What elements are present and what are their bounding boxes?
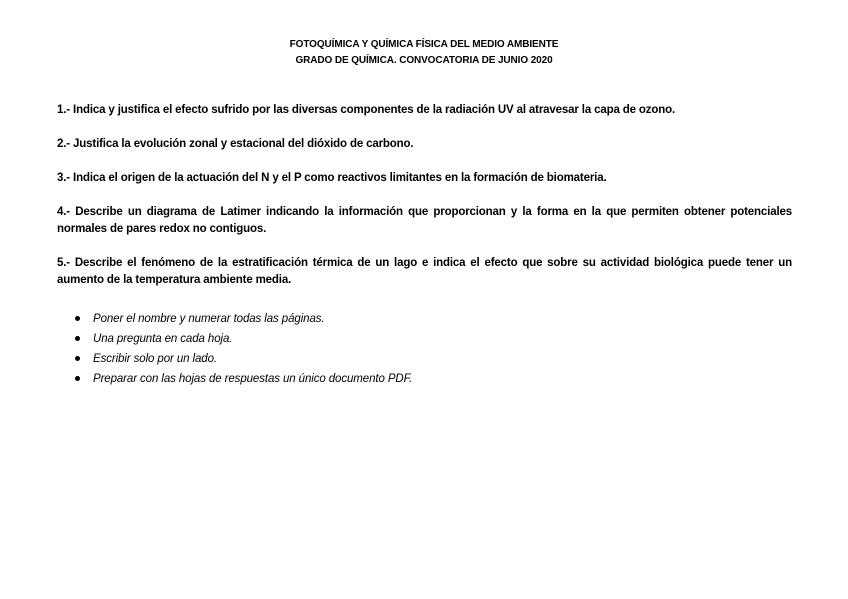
question-5 — [57, 255, 792, 289]
exam-title: FOTOQUÍMICA Y QUÍMICA FÍSICA DEL MEDIO AMBIENTE — [289, 39, 559, 50]
bullet-icon — [75, 316, 80, 321]
question-text: Indica y justifica el efecto sufrido por las diversas componentes de la radiación UV al atravesar la capa de ozono. — [73, 104, 676, 116]
question-text: Describe el fenómeno de la estratificación térmica de un lago e indica el efecto que sobre su actividad biológica puede tener un aumento de la temperatura ambiente media. — [57, 257, 792, 286]
question-number: 2.- — [57, 138, 70, 150]
instruction-text: Poner el nombre y numerar todas las páginas. — [93, 313, 325, 325]
bullet-icon — [75, 336, 80, 341]
question-number: 3.- — [57, 172, 70, 184]
bullet-icon — [75, 376, 80, 381]
question-1 — [57, 102, 792, 119]
instruction-text: Preparar con las hojas de respuestas un único documento PDF. — [93, 373, 413, 385]
question-2 — [57, 136, 792, 153]
question-3 — [57, 170, 792, 187]
exam-header — [0, 37, 848, 69]
instruction-item — [72, 349, 772, 369]
instruction-text: Una pregunta en cada hoja. — [93, 333, 233, 345]
instruction-text: Escribir solo por un lado. — [93, 353, 217, 365]
question-text: Justifica la evolución zonal y estacional del dióxido de carbono. — [73, 138, 414, 150]
instruction-item — [72, 329, 772, 349]
exam-subtitle: GRADO DE QUÍMICA. CONVOCATORIA DE JUNIO 2020 — [295, 55, 553, 66]
question-text: Describe un diagrama de Latimer indicando la información que proporcionan y la forma en la que permiten obtener potenciales normales de pares redox no contiguos. — [57, 206, 793, 235]
question-number: 1.- — [57, 104, 70, 116]
question-list — [57, 102, 792, 306]
question-4 — [57, 204, 792, 238]
question-number: 4.- — [57, 206, 70, 218]
instruction-item — [72, 309, 772, 329]
instructions-list — [72, 309, 772, 389]
question-text: Indica el origen de la actuación del N y el P como reactivos limitantes en la formación de biomateria. — [73, 172, 607, 184]
question-number: 5.- — [57, 257, 70, 269]
instruction-item — [72, 369, 772, 389]
bullet-icon — [75, 356, 80, 361]
